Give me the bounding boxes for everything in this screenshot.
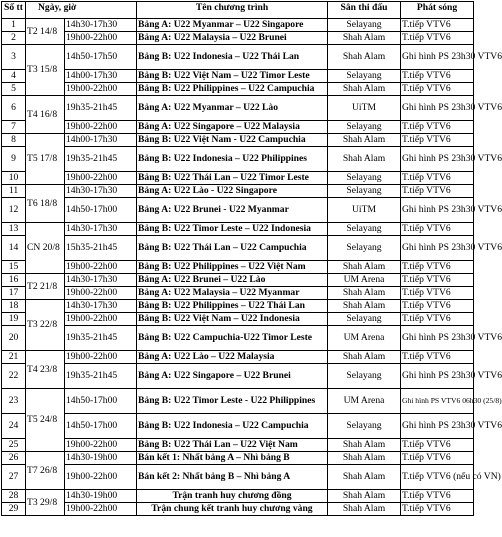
table-row bbox=[2, 274, 474, 287]
row-number: 9 bbox=[2, 147, 26, 172]
match-cell: Bảng B: U22 Indonesia – U22 Philippines bbox=[137, 147, 328, 172]
match-cell: Bán kết 2: Nhất bảng B – Nhì bảng A bbox=[137, 465, 328, 490]
row-number: 5 bbox=[2, 83, 26, 96]
row-number: 21 bbox=[2, 351, 26, 364]
venue-cell: Selayang bbox=[328, 313, 401, 326]
broadcast-cell: T.tiếp VTV6 bbox=[401, 121, 474, 134]
header-venue: Sân thi đấu bbox=[328, 2, 401, 19]
row-number: 11 bbox=[2, 185, 26, 198]
venue-cell: Shah Alam bbox=[328, 439, 401, 452]
time-cell: 19h00-22h00 bbox=[65, 287, 137, 300]
broadcast-cell: T.tiếp VTV6 bbox=[401, 185, 474, 198]
table-row bbox=[2, 134, 474, 147]
row-number: 26 bbox=[2, 452, 26, 465]
venue-cell: Shah Alam bbox=[328, 32, 401, 45]
table-row bbox=[2, 287, 474, 300]
broadcast-cell: T.tiếp VTV6 (nếu có VN) bbox=[401, 465, 474, 490]
broadcast-cell: T.tiếp VTV6 bbox=[401, 300, 474, 313]
time-cell: 19h00-22h00 bbox=[65, 32, 137, 45]
venue-cell: UiTM bbox=[328, 96, 401, 121]
row-number: 12 bbox=[2, 198, 26, 223]
day-cell: T4 16/8 bbox=[26, 96, 65, 134]
row-number: 15 bbox=[2, 261, 26, 274]
venue-cell: Selayang bbox=[328, 364, 401, 389]
venue-cell: Selayang bbox=[328, 414, 401, 439]
venue-cell: Shah Alam bbox=[328, 83, 401, 96]
match-cell: Bảng B: U22 Việt Nam – U22 Timor Leste bbox=[137, 70, 328, 83]
row-number: 16 bbox=[2, 274, 26, 287]
row-number: 27 bbox=[2, 465, 26, 490]
time-cell: 14h00-17h30 bbox=[65, 70, 137, 83]
day-cell: CN 20/8 bbox=[26, 223, 65, 274]
match-cell: Bảng A: U22 Singapore – U22 Brunei bbox=[137, 364, 328, 389]
row-number: 8 bbox=[2, 134, 26, 147]
broadcast-cell: T.tiếp VTV6 bbox=[401, 287, 474, 300]
table-row bbox=[2, 389, 474, 414]
venue-cell: Shah Alam bbox=[328, 134, 401, 147]
day-cell: T3 29/8 bbox=[26, 490, 65, 516]
match-cell: Trận tranh huy chương đồng bbox=[137, 490, 328, 503]
broadcast-cell: T.tiếp VTV6 bbox=[401, 172, 474, 185]
time-cell: 19h00-22h00 bbox=[65, 503, 137, 516]
row-number: 24 bbox=[2, 414, 26, 439]
broadcast-cell: Ghi hình PS 23h30 VTV6 bbox=[401, 364, 474, 389]
day-cell: T3 15/8 bbox=[26, 45, 65, 96]
table-row bbox=[2, 313, 474, 326]
match-cell: Bảng B: U22 Philippines – U22 Việt Nam bbox=[137, 261, 328, 274]
venue-cell: Selayang bbox=[328, 172, 401, 185]
table-row bbox=[2, 490, 474, 503]
venue-cell: UM Arena bbox=[328, 326, 401, 351]
time-cell: 14h50-17h50 bbox=[65, 45, 137, 70]
match-cell: Bảng B: U22 Campuchia-U22 Timor Leste bbox=[137, 326, 328, 351]
broadcast-cell: T.tiếp VTV6 bbox=[401, 19, 474, 32]
day-cell: T2 21/8 bbox=[26, 274, 65, 300]
table-row bbox=[2, 503, 474, 516]
match-cell: Bảng B: U22 Timor Leste – U22 Indonesia bbox=[137, 223, 328, 236]
time-cell: 19h35-21h45 bbox=[65, 96, 137, 121]
time-cell: 14h50-17h00 bbox=[65, 414, 137, 439]
match-cell: Bảng A: U22 Brunei - U22 Myanmar bbox=[137, 198, 328, 223]
broadcast-cell: T.tiếp VTV6 bbox=[401, 223, 474, 236]
row-number: 13 bbox=[2, 223, 26, 236]
broadcast-cell: T.tiếp VTV6 bbox=[401, 313, 474, 326]
row-number: 19 bbox=[2, 313, 26, 326]
table-row bbox=[2, 351, 474, 364]
time-cell: 15h35-21h45 bbox=[65, 236, 137, 261]
day-cell: T6 18/8 bbox=[26, 185, 65, 223]
broadcast-cell: T.tiếp VTV6 bbox=[401, 274, 474, 287]
match-cell: Bảng B: U22 Thái Lan – U22 Timor Leste bbox=[137, 172, 328, 185]
broadcast-cell: Ghi hình PS 23h30 VTV6 bbox=[401, 45, 474, 70]
venue-cell: Shah Alam bbox=[328, 503, 401, 516]
match-cell: Bảng B: U22 Việt Nam - U22 Campuchia bbox=[137, 134, 328, 147]
broadcast-cell: T.tiếp VTV6 bbox=[401, 70, 474, 83]
match-cell: Bảng A: U22 Malaysia – U22 Brunei bbox=[137, 32, 328, 45]
venue-cell: Selayang bbox=[328, 185, 401, 198]
match-cell: Bảng A: U22 Brunei – U22 Lào bbox=[137, 274, 328, 287]
row-number: 25 bbox=[2, 439, 26, 452]
table-row bbox=[2, 96, 474, 121]
broadcast-cell: T.tiếp VTV6 bbox=[401, 83, 474, 96]
time-cell: 14h30-19h00 bbox=[65, 490, 137, 503]
venue-cell: Selayang bbox=[328, 70, 401, 83]
venue-cell: Shah Alam bbox=[328, 300, 401, 313]
match-cell: Bảng A: U22 Singapore – U22 Malaysia bbox=[137, 121, 328, 134]
row-number: 4 bbox=[2, 70, 26, 83]
match-cell: Bảng B: U22 Việt Nam – U22 Indonesia bbox=[137, 313, 328, 326]
day-cell: T3 22/8 bbox=[26, 300, 65, 351]
row-number: 6 bbox=[2, 96, 26, 121]
broadcast-cell: Ghi hình PS 23h30 VTV6 bbox=[401, 326, 474, 351]
table-row bbox=[2, 185, 474, 198]
time-cell: 19h35-21h45 bbox=[65, 147, 137, 172]
table-row bbox=[2, 147, 474, 172]
match-cell: Bảng B: U22 Timor Leste - U22 Philippines bbox=[137, 389, 328, 414]
table-row bbox=[2, 439, 474, 452]
broadcast-cell: Ghi hình PS 23h30 VTV6 bbox=[401, 198, 474, 223]
time-cell: 14h50-17h00 bbox=[65, 389, 137, 414]
row-number: 1 bbox=[2, 19, 26, 32]
row-number: 29 bbox=[2, 503, 26, 516]
row-number: 10 bbox=[2, 172, 26, 185]
time-cell: 19h00-22h00 bbox=[65, 121, 137, 134]
match-cell: Bảng B: U22 Philippines – U22 Thái Lan bbox=[137, 300, 328, 313]
row-number: 18 bbox=[2, 300, 26, 313]
broadcast-cell: Ghi hình PS 23h30 VTV6 bbox=[401, 147, 474, 172]
time-cell: 14h30-17h30 bbox=[65, 274, 137, 287]
venue-cell: Shah Alam bbox=[328, 261, 401, 274]
header-day: Ngày, giờ bbox=[26, 2, 137, 19]
venue-cell: Shah Alam bbox=[328, 147, 401, 172]
schedule-table bbox=[1, 1, 502, 516]
broadcast-cell: T.tiếp VTV6 bbox=[401, 351, 474, 364]
table-row bbox=[2, 83, 474, 96]
match-cell: Bán kết 1: Nhất bảng A – Nhì bảng B bbox=[137, 452, 328, 465]
broadcast-cell: T.tiếp VTV6 bbox=[401, 503, 474, 516]
time-cell: 19h00-22h00 bbox=[65, 351, 137, 364]
time-cell: 14h30-19h00 bbox=[65, 452, 137, 465]
table-row bbox=[2, 45, 474, 70]
venue-cell: Selayang bbox=[328, 121, 401, 134]
table-row bbox=[2, 465, 474, 490]
match-cell: Bảng A: U22 Lào – U22 Malaysia bbox=[137, 351, 328, 364]
broadcast-cell: T.tiếp VTV6 bbox=[401, 134, 474, 147]
venue-cell: Selayang bbox=[328, 223, 401, 236]
table-row bbox=[2, 223, 474, 236]
venue-cell: UM Arena bbox=[328, 389, 401, 414]
broadcast-cell: Ghi hình PS 23h30 VTV6 bbox=[401, 236, 474, 261]
table-row bbox=[2, 364, 474, 389]
venue-cell: Shah Alam bbox=[328, 465, 401, 490]
match-cell: Bảng B: U22 Indonesia – U22 Campuchia bbox=[137, 414, 328, 439]
broadcast-cell: Ghi hình PS 23h30 VTV6 bbox=[401, 414, 474, 439]
time-cell: 14h30-17h30 bbox=[65, 223, 137, 236]
row-number: 17 bbox=[2, 287, 26, 300]
row-number: 2 bbox=[2, 32, 26, 45]
venue-cell: Shah Alam bbox=[328, 351, 401, 364]
row-number: 14 bbox=[2, 236, 26, 261]
row-number: 20 bbox=[2, 326, 26, 351]
row-number: 22 bbox=[2, 364, 26, 389]
time-cell: 19h00-22h00 bbox=[65, 465, 137, 490]
match-cell: Bảng B: U22 Thái Lan – U22 Việt Nam bbox=[137, 439, 328, 452]
time-cell: 19h00-22h00 bbox=[65, 261, 137, 274]
table-row bbox=[2, 198, 474, 223]
broadcast-cell: T.tiếp VTV6 bbox=[401, 439, 474, 452]
broadcast-cell: T.tiếp VTV6 bbox=[401, 452, 474, 465]
table-row bbox=[2, 261, 474, 274]
row-number: 3 bbox=[2, 45, 26, 70]
time-cell: 19h00-22h00 bbox=[65, 83, 137, 96]
broadcast-cell: T.tiếp VTV6 bbox=[401, 32, 474, 45]
time-cell: 14h30-17h30 bbox=[65, 300, 137, 313]
table-row bbox=[2, 300, 474, 313]
venue-cell: Shah Alam bbox=[328, 490, 401, 503]
venue-cell: UM Arena bbox=[328, 274, 401, 287]
day-cell: T2 14/8 bbox=[26, 19, 65, 45]
venue-cell: Shah Alam bbox=[328, 452, 401, 465]
table-row bbox=[2, 121, 474, 134]
table-row bbox=[2, 172, 474, 185]
day-cell: T7 26/8 bbox=[26, 452, 65, 490]
table-row bbox=[2, 70, 474, 83]
header-stt: Số tt bbox=[2, 2, 26, 19]
match-cell: Bảng A: U22 Malaysia – U22 Myanmar bbox=[137, 287, 328, 300]
header-row bbox=[2, 2, 474, 19]
broadcast-cell: Ghi hình PS VTV6 06h30 (25/8) bbox=[401, 389, 474, 414]
header-broadcast: Phát sóng bbox=[401, 2, 474, 19]
match-cell: Bảng A: U22 Myanmar – U22 Lào bbox=[137, 96, 328, 121]
time-cell: 19h00-22h00 bbox=[65, 172, 137, 185]
broadcast-cell: T.tiếp VTV6 bbox=[401, 490, 474, 503]
table-row bbox=[2, 236, 474, 261]
table-row bbox=[2, 452, 474, 465]
header-program: Tên chương trình bbox=[137, 2, 328, 19]
time-cell: 19h35-21h45 bbox=[65, 326, 137, 351]
time-cell: 14h00-17h30 bbox=[65, 134, 137, 147]
venue-cell: Shah Alam bbox=[328, 45, 401, 70]
table-row bbox=[2, 19, 474, 32]
time-cell: 19h35-21h45 bbox=[65, 364, 137, 389]
time-cell: 19h00-22h00 bbox=[65, 313, 137, 326]
match-cell: Bảng B: U22 Thái Lan – U22 Campuchia bbox=[137, 236, 328, 261]
broadcast-cell: T.tiếp VTV6 bbox=[401, 261, 474, 274]
match-cell: Bảng A: U22 Myanmar – U22 Singapore bbox=[137, 19, 328, 32]
time-cell: 19h00-22h00 bbox=[65, 439, 137, 452]
day-cell: T5 24/8 bbox=[26, 389, 65, 452]
venue-cell: Shah Alam bbox=[328, 287, 401, 300]
day-cell: T5 17/8 bbox=[26, 134, 65, 185]
venue-cell: Selayang bbox=[328, 236, 401, 261]
time-cell: 14h30-17h30 bbox=[65, 185, 137, 198]
row-number: 28 bbox=[2, 490, 26, 503]
row-number: 23 bbox=[2, 389, 26, 414]
match-cell: Trận chung kết tranh huy chương vàng bbox=[137, 503, 328, 516]
match-cell: Bảng B: U22 Indonesia – U22 Thái Lan bbox=[137, 45, 328, 70]
broadcast-cell: Ghi hình PS 23h30 VTV6 bbox=[401, 96, 474, 121]
match-cell: Bảng B: U22 Philippines – U22 Campuchia bbox=[137, 83, 328, 96]
table-row bbox=[2, 326, 474, 351]
table-row bbox=[2, 32, 474, 45]
venue-cell: Selayang bbox=[328, 19, 401, 32]
day-cell: T4 23/8 bbox=[26, 351, 65, 389]
row-number: 7 bbox=[2, 121, 26, 134]
time-cell: 14h30-17h30 bbox=[65, 19, 137, 32]
time-cell: 14h50-17h00 bbox=[65, 198, 137, 223]
venue-cell: UiTM bbox=[328, 198, 401, 223]
table-row bbox=[2, 414, 474, 439]
match-cell: Bảng A: U22 Lào - U22 Singapore bbox=[137, 185, 328, 198]
